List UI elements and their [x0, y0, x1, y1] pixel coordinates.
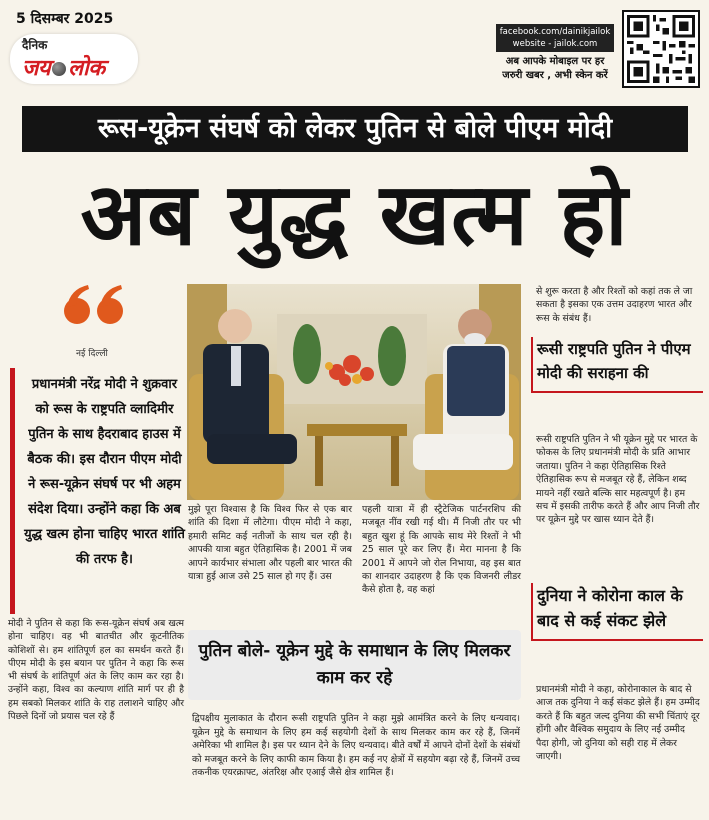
- article-column-a: मुझे पूरा विश्वास है कि विश्व फिर से एक बार शांति की दिशा में लौटेगा। पीएम मोदी ने कहा, हमारी समिट कई नतीजों के साथ चल रही है। आपकी यात्रा बहुत ऐतिहासिक है। 2001 में जब आपने कार्यभार संभाला और पहली बार भारत की यात्रा हुई आज उसे 25 साल हो गए हैं। उस: [188, 504, 352, 583]
- issue-date: 5 दिसम्बर 2025: [16, 11, 114, 27]
- right-subhead-putin: रूसी राष्ट्रपति पुतिन ने पीएम मोदी की सराहना की: [531, 337, 703, 393]
- main-headline: अब युद्ध खत्म हो: [80, 164, 629, 265]
- newspaper-logo[interactable]: [10, 34, 138, 84]
- logo-prefix: दैनिक: [22, 38, 48, 52]
- scan-prompt: अब आपके मोबाइल पर हर जरुरी खबर , अभी स्केन करें: [502, 56, 608, 81]
- news-photo: [187, 284, 521, 500]
- right-body-corona: प्रधानमंत्री मोदी ने कहा, कोरोनाकाल के बाद से आज तक दुनिया ने कई संकट झेले हैं। हम उम्मीद करते हैं कि बहुत जल्द दुनिया की सभी चिंताएं दूर होंगी और वैश्विक समुदाय के लिए नई उम्मीद पैदा होगी, जो दुनिया को सही राह में लेकर जाएगी।: [536, 684, 700, 763]
- facebook-link[interactable]: facebook.com/dainikjailok: [499, 27, 611, 37]
- subheadline-box: पुतिन बोले- यूक्रेन मुद्दे के समाधान के लिए मिलकर काम कर रहे: [188, 630, 521, 700]
- logo-word-left: जय: [22, 56, 51, 81]
- logo-word-right: लोक: [68, 56, 105, 81]
- globe-icon: [52, 62, 66, 76]
- dateline: नई दिल्ली: [76, 349, 108, 359]
- lead-paragraph: प्रधानमंत्री नरेंद्र मोदी ने शुक्रवार को रूस के राष्ट्रपति व्लादिमीर पुतिन के साथ हैदराबाद हाउस में बैठक की। इस दौरान पीएम मोदी ने रूस-यूक्रेन संघर्ष पर भी अहम संदेश दिया। उन्होंने कहा कि अब युद्ध खत्म होना चाहिए भारत शांति की तरफ है।: [10, 368, 186, 614]
- quote-open-icon: [62, 283, 128, 327]
- qr-code-icon[interactable]: [622, 10, 700, 88]
- social-links: [496, 24, 614, 52]
- article-bottom-text: द्विपक्षीय मुलाकात के दौरान रूसी राष्ट्रपति पुतिन ने कहा मुझे आमंत्रित करने के लिए धन्यवाद। यूक्रेन मुद्दे के समाधान के लिए हम कई सहयोगी देशों के साथ मिलकर काम कर रहे हैं, जिनमें अमेरिका भी शामिल है। इस पर ध्यान देने के लिए धन्यवाद। बीते वर्षों में आपने दोनों देशों के संबंधों को मजबूत करने के लिए काफी काम किया है। हम कई नए क्षेत्रों में सहयोग बढ़ा रहे हैं, जिनमें उच्च तकनीक एयरक्राफ्ट, अंतरिक्ष और एआई जैसे क्षेत्र शामिल हैं।: [192, 713, 520, 779]
- right-column-top-text: से शुरू करता है और रिश्तों को कहां तक ले जा सकता है इसका एक उत्तम उदाहरण भारत और रूस के संबंध हैं।: [536, 286, 693, 324]
- right-body-putin: रूसी राष्ट्रपति पुतिन ने भी यूक्रेन मुद्दे पर भारत के फोकस के लिए प्रधानमंत्री मोदी के प्रति आभार जताया। पुतिन ने कहा ऐतिहासिक रिश्ते ऐतिहासिक रूप से मजबूत रहे हैं, लेकिन शब्द मायने नहीं रखते बल्कि सार महत्वपूर्ण है। हम सच में इसकी तारीफ करते हैं और आप निजी तौर पर यूक्रेन मुद्दे पर खास ध्यान देते हैं।: [536, 434, 700, 526]
- article-column-b: पहली यात्रा में ही स्ट्रैटेजिक पार्टनरशिप की मजबूत नींव रखी गई थी। मैं निजी तौर पर भी बहुत खुश हूं कि आपके साथ मेरे रिश्तों ने भी 25 साल पूरे कर लिए हैं। मेरा मानना है कि 2001 में आपने जो रोल निभाया, वह इस बात का शानदार उदाहरण है कि एक विजनरी लीडर कैसे होता है, वह कहां: [362, 504, 521, 596]
- website-link[interactable]: website - jailok.com: [512, 39, 598, 49]
- left-body-text: मोदी ने पुतिन से कहा कि रूस-यूक्रेन संघर्ष अब खत्म होना चाहिए। वह भी बातचीत और कूटनीतिक कोशिशों से। हम शांतिपूर्ण हल का समर्थन करते हैं। पीएम मोदी के इस बयान पर पुतिन ने कहा कि रूस भी संघर्ष के शांतिपूर्ण अंत के लिए काम कर रहा है। उन्होंने कहा, विश्व का कल्याण शांति मार्ग पर ही है हम सबको मिलकर शांति के राह तलाशने चाहिए और पिछले दिनों जो प्रयास चल रहे हैं: [8, 618, 184, 723]
- banner-strap: रूस-यूक्रेन संघर्ष को लेकर पुतिन से बोले पीएम मोदी: [22, 106, 688, 152]
- logo-wordmark: [22, 52, 105, 82]
- right-subhead-corona: दुनिया ने कोरोना काल के बाद से कई संकट झेले: [531, 583, 703, 641]
